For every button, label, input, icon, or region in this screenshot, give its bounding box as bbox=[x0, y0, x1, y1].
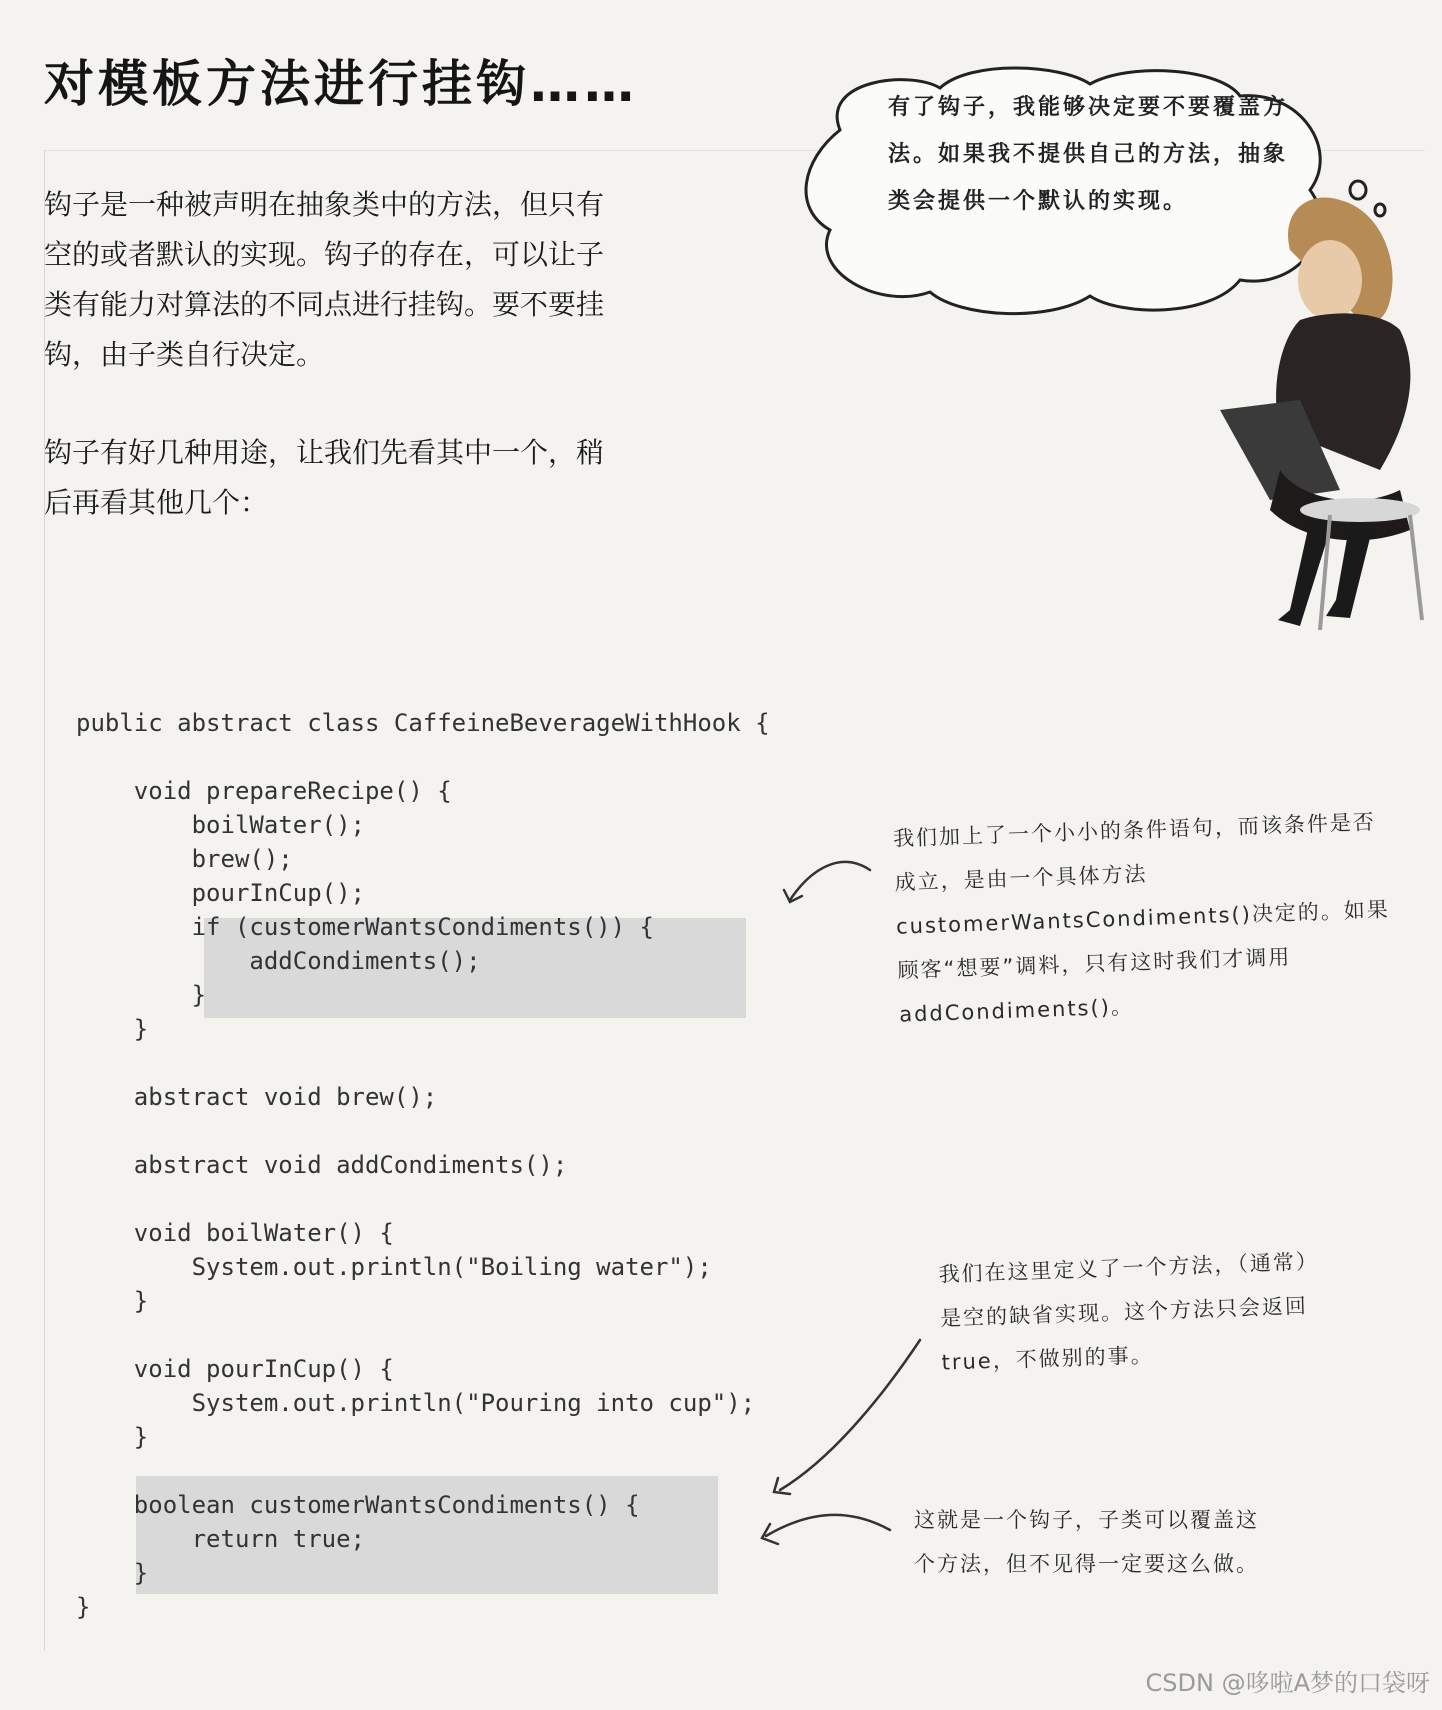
code-line: } bbox=[76, 1015, 149, 1043]
code-line: void prepareRecipe() { bbox=[76, 777, 452, 805]
thought-bubble-text: 有了钩子，我能够决定要不要覆盖方法。如果我不提供自己的方法，抽象类会提供一个默认的实现。 bbox=[888, 95, 1289, 214]
code-line: abstract void brew(); bbox=[76, 1083, 438, 1111]
code-line: brew(); bbox=[76, 845, 293, 873]
code-line: public abstract class CaffeineBeverageWithHook { bbox=[76, 709, 770, 737]
arrow-to-hook bbox=[766, 1515, 890, 1536]
page-title: 对模板方法进行挂钩…… bbox=[44, 55, 638, 113]
code-line: } bbox=[76, 1559, 149, 1587]
hook-annotation: 这就是一个钩子，子类可以覆盖这个方法，但不见得一定要这么做。 bbox=[914, 1508, 1259, 1576]
code-line: void pourInCup() { bbox=[76, 1355, 394, 1383]
code-line: } bbox=[76, 1593, 91, 1621]
watermark: CSDN @哆啦A梦的口袋呀 bbox=[1145, 1669, 1430, 1697]
code-line: if (customerWantsCondiments()) { bbox=[76, 913, 654, 941]
method-annotation: 我们在这里定义了一个方法，（通常）是空的缺省实现。这个方法只会返回true，不做别的事。 bbox=[938, 1249, 1309, 1375]
code-line: boolean customerWantsCondiments() { bbox=[76, 1491, 640, 1519]
code-line: addCondiments(); bbox=[76, 947, 481, 975]
code-line: boilWater(); bbox=[76, 811, 365, 839]
intro-paragraph-2: 钩子有好几种用途，让我们先看其中一个，稍后再看其他几个： bbox=[44, 436, 605, 519]
code-line: } bbox=[76, 1287, 149, 1315]
condition-annotation: 我们加上了一个小小的条件语句，而该条件是否成立，是由一个具体方法customerWantsCondiments()决定的。如果顾客“想要”调料，只有这时我们才调用addCondiments()。 bbox=[892, 809, 1391, 1027]
intro-paragraph-1: 钩子是一种被声明在抽象类中的方法，但只有空的或者默认的实现。钩子的存在，可以让子类有能力对算法的不同点进行挂钩。要不要挂钩，由子类自行决定。 bbox=[44, 188, 605, 371]
code-line: } bbox=[76, 1423, 149, 1451]
code-line: System.out.println("Pouring into cup"); bbox=[76, 1389, 756, 1417]
code-line: } bbox=[76, 981, 207, 1009]
code-line: pourInCup(); bbox=[76, 879, 365, 907]
code-line: abstract void addCondiments(); bbox=[76, 1151, 568, 1179]
code-line: System.out.println("Boiling water"); bbox=[76, 1253, 712, 1281]
arrow-to-condition bbox=[790, 862, 870, 900]
code-line: return true; bbox=[76, 1525, 365, 1553]
code-line: void boilWater() { bbox=[76, 1219, 394, 1247]
arrow-to-method bbox=[780, 1340, 920, 1490]
